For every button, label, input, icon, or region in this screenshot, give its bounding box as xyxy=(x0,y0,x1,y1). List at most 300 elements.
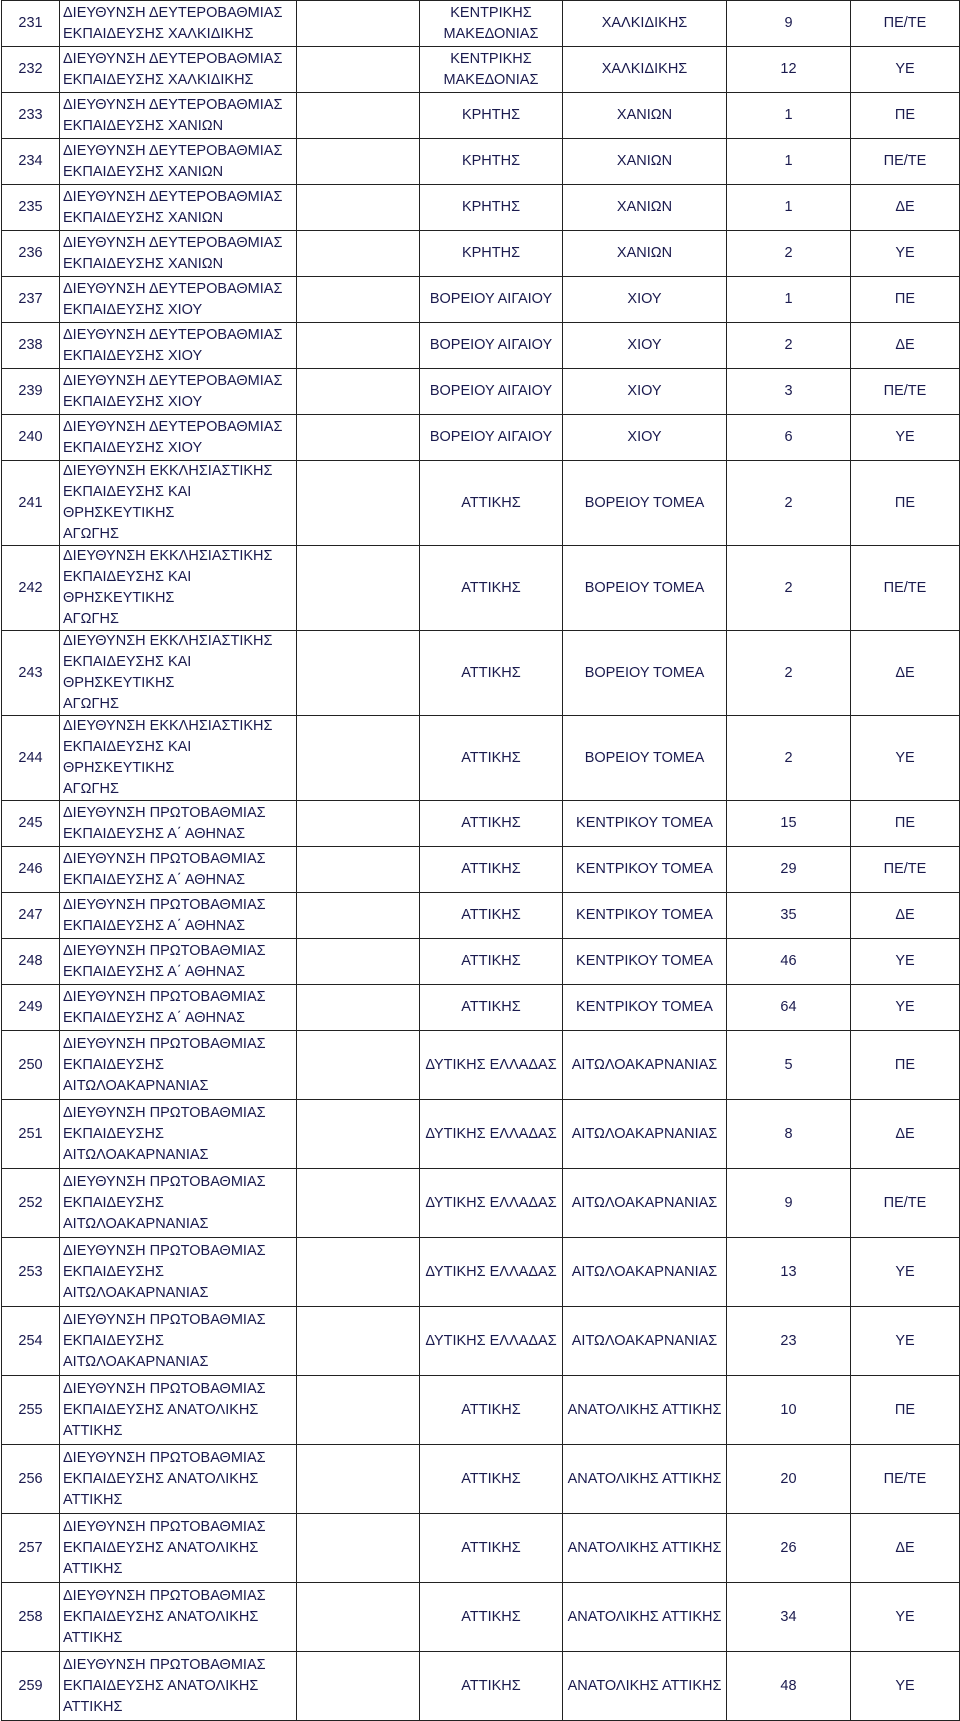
directorate-name-cell xyxy=(60,716,297,801)
empty-cell xyxy=(297,1652,420,1721)
region-cell xyxy=(420,47,563,93)
area-cell: ΒΟΡΕΙΟΥ ΤΟΜΕΑ xyxy=(563,546,727,631)
directorate-name-line: ΕΚΠΑΙΔΕΥΣΗΣ ΧΙΟΥ xyxy=(63,301,203,318)
positions-count-cell: 9 xyxy=(727,1,851,47)
region-line: ΚΡΗΤΗΣ xyxy=(461,199,521,215)
table-row xyxy=(2,1445,960,1514)
directorate-name-line: ΕΚΠΑΙΔΕΥΣΗΣ ΧΑΛΚΙΔΙΚΗΣ xyxy=(63,71,254,88)
table-row xyxy=(2,1376,960,1445)
table-row xyxy=(2,939,960,985)
positions-table xyxy=(1,0,960,1721)
region-cell xyxy=(420,1307,563,1376)
directorate-name-cell xyxy=(60,546,297,631)
empty-cell xyxy=(297,716,420,801)
table-row xyxy=(2,1100,960,1169)
table-row xyxy=(2,716,960,801)
directorate-name-line: ΕΚΠΑΙΔΕΥΣΗΣ xyxy=(63,1056,164,1073)
region-cell xyxy=(420,716,563,801)
positions-count-cell: 64 xyxy=(727,985,851,1031)
empty-cell xyxy=(297,985,420,1031)
directorate-name-line: ΕΚΠΑΙΔΕΥΣΗΣ ΑΝΑΤΟΛΙΚΗΣ xyxy=(63,1608,259,1625)
region-line: ΑΤΤΙΚΗΣ xyxy=(461,953,521,969)
region-line: ΔΥΤΙΚΗΣ ΕΛΛΑΔΑΣ xyxy=(425,1056,557,1073)
directorate-name-line: ΔΙΕΥΘΥΝΣΗ ΠΡΩΤΟΒΑΘΜΙΑΣ xyxy=(63,1656,266,1673)
region-cell xyxy=(420,631,563,716)
region-line: ΒΟΡΕΙΟΥ ΑΙΓΑΙΟΥ xyxy=(429,337,553,353)
category-cell: ΠΕ xyxy=(851,277,960,323)
table-row xyxy=(2,985,960,1031)
region-cell xyxy=(420,1514,563,1583)
positions-count-cell: 2 xyxy=(727,323,851,369)
directorate-name-line: ΔΙΕΥΘΥΝΣΗ ΠΡΩΤΟΒΑΘΜΙΑΣ xyxy=(63,1380,266,1397)
directorate-name-line: ΑΤΤΙΚΗΣ xyxy=(63,1491,123,1508)
directorate-name-line: ΔΙΕΥΘΥΝΣΗ ΠΡΩΤΟΒΑΘΜΙΑΣ xyxy=(63,988,266,1005)
row-number-cell: 255 xyxy=(2,1376,60,1445)
directorate-name-cell xyxy=(60,1652,297,1721)
region-line: ΒΟΡΕΙΟΥ ΑΙΓΑΙΟΥ xyxy=(429,291,553,307)
directorate-name-line: ΔΙΕΥΘΥΝΣΗ ΔΕΥΤΕΡΟΒΑΘΜΙΑΣ xyxy=(63,4,283,21)
directorate-name-line: ΔΙΕΥΘΥΝΣΗ ΠΡΩΤΟΒΑΘΜΙΑΣ xyxy=(63,804,266,821)
directorate-name-line: ΕΚΠΑΙΔΕΥΣΗΣ ΚΑΙ ΘΡΗΣΚΕΥΤΙΚΗΣ xyxy=(63,654,192,691)
region-cell xyxy=(420,985,563,1031)
directorate-name-cell xyxy=(60,801,297,847)
region-line: ΚΡΗΤΗΣ xyxy=(461,107,521,123)
positions-count-cell: 13 xyxy=(727,1238,851,1307)
row-number-cell: 254 xyxy=(2,1307,60,1376)
category-cell: ΥΕ xyxy=(851,939,960,985)
table-row xyxy=(2,415,960,461)
positions-count-cell: 2 xyxy=(727,231,851,277)
row-number-cell: 247 xyxy=(2,893,60,939)
row-number-cell: 249 xyxy=(2,985,60,1031)
table-row xyxy=(2,1238,960,1307)
directorate-name-line: ΕΚΠΑΙΔΕΥΣΗΣ Α΄ ΑΘΗΝΑΣ xyxy=(63,963,246,980)
region-line: ΑΤΤΙΚΗΣ xyxy=(461,494,521,511)
table-body xyxy=(2,1,960,1721)
directorate-name-cell xyxy=(60,631,297,716)
table-row xyxy=(2,277,960,323)
table-row xyxy=(2,1652,960,1721)
directorate-name-cell xyxy=(60,185,297,231)
directorate-name-cell xyxy=(60,277,297,323)
category-cell: ΠΕ xyxy=(851,461,960,546)
region-cell xyxy=(420,1031,563,1100)
row-number-cell: 234 xyxy=(2,139,60,185)
empty-cell xyxy=(297,1169,420,1238)
directorate-name-cell xyxy=(60,939,297,985)
directorate-name-line: ΕΚΠΑΙΔΕΥΣΗΣ ΚΑΙ ΘΡΗΣΚΕΥΤΙΚΗΣ xyxy=(63,739,192,776)
directorate-name-cell xyxy=(60,985,297,1031)
directorate-name-cell xyxy=(60,1100,297,1169)
row-number-cell: 259 xyxy=(2,1652,60,1721)
directorate-name-cell xyxy=(60,231,297,277)
category-cell: ΠΕ xyxy=(851,1031,960,1100)
directorate-name-line: ΔΙΕΥΘΥΝΣΗ ΠΡΩΤΟΒΑΘΜΙΑΣ xyxy=(63,896,266,913)
region-line: ΒΟΡΕΙΟΥ ΑΙΓΑΙΟΥ xyxy=(429,383,553,399)
row-number-cell: 256 xyxy=(2,1445,60,1514)
directorate-name-cell xyxy=(60,1031,297,1100)
category-cell: ΠΕ/ΤΕ xyxy=(851,847,960,893)
positions-count-cell: 8 xyxy=(727,1100,851,1169)
region-line: ΑΤΤΙΚΗΣ xyxy=(461,1539,521,1556)
table-row xyxy=(2,1583,960,1652)
category-cell: ΔΕ xyxy=(851,323,960,369)
directorate-name-cell xyxy=(60,1514,297,1583)
positions-count-cell: 1 xyxy=(727,277,851,323)
directorate-name-line: ΔΙΕΥΘΥΝΣΗ ΔΕΥΤΕΡΟΒΑΘΜΙΑΣ xyxy=(63,50,283,67)
table-row xyxy=(2,801,960,847)
empty-cell xyxy=(297,847,420,893)
region-cell xyxy=(420,415,563,461)
directorate-name-line: ΔΙΕΥΘΥΝΣΗ ΠΡΩΤΟΒΑΘΜΙΑΣ xyxy=(63,1242,266,1259)
category-cell: ΠΕ/ΤΕ xyxy=(851,1169,960,1238)
category-cell: ΠΕ/ΤΕ xyxy=(851,1445,960,1514)
table-row xyxy=(2,546,960,631)
region-line: ΜΑΚΕΔΟΝΙΑΣ xyxy=(443,25,539,42)
row-number-cell: 235 xyxy=(2,185,60,231)
area-cell: ΑΝΑΤΟΛΙΚΗΣ ΑΤΤΙΚΗΣ xyxy=(563,1376,727,1445)
category-cell: ΥΕ xyxy=(851,985,960,1031)
row-number-cell: 244 xyxy=(2,716,60,801)
category-cell: ΠΕ/ΤΕ xyxy=(851,1,960,47)
directorate-name-line: ΕΚΠΑΙΔΕΥΣΗΣ ΧΙΟΥ xyxy=(63,393,203,410)
region-line: ΑΤΤΙΚΗΣ xyxy=(461,1677,521,1694)
positions-count-cell: 5 xyxy=(727,1031,851,1100)
positions-count-cell: 12 xyxy=(727,47,851,93)
directorate-name-line: ΕΚΠΑΙΔΕΥΣΗΣ xyxy=(63,1194,164,1211)
empty-cell xyxy=(297,461,420,546)
row-number-cell: 233 xyxy=(2,93,60,139)
area-cell: ΧΑΝΙΩΝ xyxy=(563,93,727,139)
directorate-name-cell xyxy=(60,1376,297,1445)
directorate-name-cell xyxy=(60,1,297,47)
region-line: ΚΡΗΤΗΣ xyxy=(461,245,521,261)
region-line: ΔΥΤΙΚΗΣ ΕΛΛΑΔΑΣ xyxy=(425,1332,557,1349)
empty-cell xyxy=(297,1238,420,1307)
directorate-name-line: ΕΚΠΑΙΔΕΥΣΗΣ ΧΑΝΙΩΝ xyxy=(63,163,224,180)
region-cell xyxy=(420,1169,563,1238)
area-cell: ΑΙΤΩΛΟΑΚΑΡΝΑΝΙΑΣ xyxy=(563,1307,727,1376)
region-line: ΚΕΝΤΡΙΚΗΣ xyxy=(450,4,532,21)
area-cell: ΧΙΟΥ xyxy=(563,415,727,461)
row-number-cell: 245 xyxy=(2,801,60,847)
directorate-name-line: ΔΙΕΥΘΥΝΣΗ ΕΚΚΛΗΣΙΑΣΤΙΚΗΣ xyxy=(63,718,273,734)
row-number-cell: 253 xyxy=(2,1238,60,1307)
category-cell: ΔΕ xyxy=(851,1514,960,1583)
positions-count-cell: 15 xyxy=(727,801,851,847)
category-cell: ΥΕ xyxy=(851,415,960,461)
directorate-name-line: ΕΚΠΑΙΔΕΥΣΗΣ Α΄ ΑΘΗΝΑΣ xyxy=(63,871,246,888)
table-row xyxy=(2,631,960,716)
positions-count-cell: 9 xyxy=(727,1169,851,1238)
area-cell: ΧΙΟΥ xyxy=(563,323,727,369)
row-number-cell: 236 xyxy=(2,231,60,277)
directorate-name-line: ΕΚΠΑΙΔΕΥΣΗΣ ΧΙΟΥ xyxy=(63,347,203,364)
row-number-cell: 237 xyxy=(2,277,60,323)
category-cell: ΥΕ xyxy=(851,1652,960,1721)
region-line: ΑΤΤΙΚΗΣ xyxy=(461,1470,521,1487)
directorate-name-line: ΕΚΠΑΙΔΕΥΣΗΣ ΧΑΝΙΩΝ xyxy=(63,209,224,226)
table-row xyxy=(2,1514,960,1583)
table-row xyxy=(2,231,960,277)
row-number-cell: 258 xyxy=(2,1583,60,1652)
category-cell: ΥΕ xyxy=(851,47,960,93)
area-cell: ΧΑΛΚΙΔΙΚΗΣ xyxy=(563,47,727,93)
region-cell xyxy=(420,323,563,369)
directorate-name-line: ΔΙΕΥΘΥΝΣΗ ΠΡΩΤΟΒΑΘΜΙΑΣ xyxy=(63,942,266,959)
directorate-name-cell xyxy=(60,893,297,939)
directorate-name-line: ΔΙΕΥΘΥΝΣΗ ΔΕΥΤΕΡΟΒΑΘΜΙΑΣ xyxy=(63,372,283,389)
category-cell: ΥΕ xyxy=(851,231,960,277)
directorate-name-line: ΔΙΕΥΘΥΝΣΗ ΕΚΚΛΗΣΙΑΣΤΙΚΗΣ xyxy=(63,463,273,479)
empty-cell xyxy=(297,369,420,415)
region-line: ΑΤΤΙΚΗΣ xyxy=(461,664,521,681)
empty-cell xyxy=(297,939,420,985)
empty-cell xyxy=(297,1,420,47)
empty-cell xyxy=(297,231,420,277)
region-cell xyxy=(420,461,563,546)
row-number-cell: 257 xyxy=(2,1514,60,1583)
area-cell: ΑΙΤΩΛΟΑΚΑΡΝΑΝΙΑΣ xyxy=(563,1238,727,1307)
positions-count-cell: 20 xyxy=(727,1445,851,1514)
directorate-name-line: ΕΚΠΑΙΔΕΥΣΗΣ ΧΑΛΚΙΔΙΚΗΣ xyxy=(63,25,254,42)
table-row xyxy=(2,185,960,231)
region-cell xyxy=(420,1100,563,1169)
area-cell: ΑΝΑΤΟΛΙΚΗΣ ΑΤΤΙΚΗΣ xyxy=(563,1514,727,1583)
directorate-name-line: ΕΚΠΑΙΔΕΥΣΗΣ Α΄ ΑΘΗΝΑΣ xyxy=(63,917,246,934)
table-row xyxy=(2,1307,960,1376)
row-number-cell: 238 xyxy=(2,323,60,369)
region-line: ΑΤΤΙΚΗΣ xyxy=(461,749,521,766)
region-cell xyxy=(420,546,563,631)
table-row xyxy=(2,893,960,939)
directorate-name-line: ΕΚΠΑΙΔΕΥΣΗΣ ΑΝΑΤΟΛΙΚΗΣ xyxy=(63,1470,259,1487)
row-number-cell: 248 xyxy=(2,939,60,985)
directorate-name-cell xyxy=(60,139,297,185)
directorate-name-line: ΕΚΠΑΙΔΕΥΣΗΣ ΚΑΙ ΘΡΗΣΚΕΥΤΙΚΗΣ xyxy=(63,569,192,606)
category-cell: ΥΕ xyxy=(851,716,960,801)
directorate-name-line: ΔΙΕΥΘΥΝΣΗ ΠΡΩΤΟΒΑΘΜΙΑΣ xyxy=(63,1311,266,1328)
category-cell: ΠΕ xyxy=(851,93,960,139)
region-cell xyxy=(420,1652,563,1721)
directorate-name-line: ΔΙΕΥΘΥΝΣΗ ΕΚΚΛΗΣΙΑΣΤΙΚΗΣ xyxy=(63,548,273,564)
row-number-cell: 251 xyxy=(2,1100,60,1169)
region-line: ΔΥΤΙΚΗΣ ΕΛΛΑΔΑΣ xyxy=(425,1125,557,1142)
area-cell: ΧΑΝΙΩΝ xyxy=(563,231,727,277)
empty-cell xyxy=(297,415,420,461)
region-cell xyxy=(420,939,563,985)
region-line: ΑΤΤΙΚΗΣ xyxy=(461,861,521,877)
directorate-name-line: ΑΤΤΙΚΗΣ xyxy=(63,1629,123,1646)
directorate-name-line: ΑΓΩΓΗΣ xyxy=(63,526,119,542)
directorate-name-line: ΑΤΤΙΚΗΣ xyxy=(63,1560,123,1577)
area-cell: ΧΙΟΥ xyxy=(563,277,727,323)
area-cell: ΚΕΝΤΡΙΚΟΥ ΤΟΜΕΑ xyxy=(563,939,727,985)
region-cell xyxy=(420,1238,563,1307)
region-cell xyxy=(420,93,563,139)
directorate-name-cell xyxy=(60,1307,297,1376)
region-cell xyxy=(420,1,563,47)
empty-cell xyxy=(297,1514,420,1583)
directorate-name-line: ΑΓΩΓΗΣ xyxy=(63,611,119,627)
region-line: ΑΤΤΙΚΗΣ xyxy=(461,1608,521,1625)
directorate-name-line: ΑΙΤΩΛΟΑΚΑΡΝΑΝΙΑΣ xyxy=(63,1146,209,1163)
region-line: ΔΥΤΙΚΗΣ ΕΛΛΑΔΑΣ xyxy=(425,1263,557,1280)
region-cell xyxy=(420,277,563,323)
positions-count-cell: 35 xyxy=(727,893,851,939)
positions-count-cell: 1 xyxy=(727,185,851,231)
region-cell xyxy=(420,847,563,893)
directorate-name-line: ΕΚΠΑΙΔΕΥΣΗΣ xyxy=(63,1332,164,1349)
category-cell: ΠΕ/ΤΕ xyxy=(851,369,960,415)
directorate-name-line: ΑΙΤΩΛΟΑΚΑΡΝΑΝΙΑΣ xyxy=(63,1353,209,1370)
table-row xyxy=(2,461,960,546)
region-line: ΑΤΤΙΚΗΣ xyxy=(461,999,521,1015)
table-row xyxy=(2,847,960,893)
positions-count-cell: 3 xyxy=(727,369,851,415)
region-cell xyxy=(420,369,563,415)
positions-count-cell: 23 xyxy=(727,1307,851,1376)
positions-count-cell: 34 xyxy=(727,1583,851,1652)
directorate-name-line: ΕΚΠΑΙΔΕΥΣΗΣ ΑΝΑΤΟΛΙΚΗΣ xyxy=(63,1401,259,1418)
positions-count-cell: 6 xyxy=(727,415,851,461)
directorate-name-line: ΔΙΕΥΘΥΝΣΗ ΔΕΥΤΕΡΟΒΑΘΜΙΑΣ xyxy=(63,188,283,205)
directorate-name-line: ΔΙΕΥΘΥΝΣΗ ΠΡΩΤΟΒΑΘΜΙΑΣ xyxy=(63,1104,266,1121)
directorate-name-line: ΑΙΤΩΛΟΑΚΑΡΝΑΝΙΑΣ xyxy=(63,1077,209,1094)
directorate-name-line: ΔΙΕΥΘΥΝΣΗ ΕΚΚΛΗΣΙΑΣΤΙΚΗΣ xyxy=(63,633,273,649)
directorate-name-line: ΔΙΕΥΘΥΝΣΗ ΔΕΥΤΕΡΟΒΑΘΜΙΑΣ xyxy=(63,326,283,343)
directorate-name-line: ΔΙΕΥΘΥΝΣΗ ΔΕΥΤΕΡΟΒΑΘΜΙΑΣ xyxy=(63,142,283,159)
empty-cell xyxy=(297,47,420,93)
directorate-name-line: ΑΓΩΓΗΣ xyxy=(63,696,119,712)
row-number-cell: 246 xyxy=(2,847,60,893)
empty-cell xyxy=(297,277,420,323)
positions-count-cell: 10 xyxy=(727,1376,851,1445)
directorate-name-line: ΑΙΤΩΛΟΑΚΑΡΝΑΝΙΑΣ xyxy=(63,1284,209,1301)
region-cell xyxy=(420,801,563,847)
directorate-name-line: ΔΙΕΥΘΥΝΣΗ ΠΡΩΤΟΒΑΘΜΙΑΣ xyxy=(63,850,266,867)
directorate-name-line: ΕΚΠΑΙΔΕΥΣΗΣ Α΄ ΑΘΗΝΑΣ xyxy=(63,825,246,842)
region-cell xyxy=(420,1583,563,1652)
empty-cell xyxy=(297,1031,420,1100)
directorate-name-line: ΕΚΠΑΙΔΕΥΣΗΣ xyxy=(63,1125,164,1142)
directorate-name-cell xyxy=(60,1583,297,1652)
category-cell: ΠΕ xyxy=(851,1376,960,1445)
directorate-name-cell xyxy=(60,369,297,415)
positions-count-cell: 2 xyxy=(727,546,851,631)
directorate-name-line: ΕΚΠΑΙΔΕΥΣΗΣ ΧΙΟΥ xyxy=(63,439,203,456)
empty-cell xyxy=(297,323,420,369)
empty-cell xyxy=(297,1376,420,1445)
directorate-name-line: ΕΚΠΑΙΔΕΥΣΗΣ ΚΑΙ ΘΡΗΣΚΕΥΤΙΚΗΣ xyxy=(63,484,192,521)
directorate-name-line: ΔΙΕΥΘΥΝΣΗ ΠΡΩΤΟΒΑΘΜΙΑΣ xyxy=(63,1449,266,1466)
directorate-name-line: ΕΚΠΑΙΔΕΥΣΗΣ Α΄ ΑΘΗΝΑΣ xyxy=(63,1009,246,1026)
category-cell: ΔΕ xyxy=(851,893,960,939)
row-number-cell: 252 xyxy=(2,1169,60,1238)
region-cell xyxy=(420,185,563,231)
area-cell: ΑΝΑΤΟΛΙΚΗΣ ΑΤΤΙΚΗΣ xyxy=(563,1445,727,1514)
positions-count-cell: 2 xyxy=(727,716,851,801)
directorate-name-line: ΕΚΠΑΙΔΕΥΣΗΣ ΧΑΝΙΩΝ xyxy=(63,117,224,134)
area-cell: ΑΝΑΤΟΛΙΚΗΣ ΑΤΤΙΚΗΣ xyxy=(563,1583,727,1652)
region-line: ΑΤΤΙΚΗΣ xyxy=(461,579,521,596)
area-cell: ΧΙΟΥ xyxy=(563,369,727,415)
directorate-name-line: ΕΚΠΑΙΔΕΥΣΗΣ ΑΝΑΤΟΛΙΚΗΣ xyxy=(63,1539,259,1556)
category-cell: ΥΕ xyxy=(851,1307,960,1376)
table-row xyxy=(2,47,960,93)
directorate-name-line: ΔΙΕΥΘΥΝΣΗ ΔΕΥΤΕΡΟΒΑΘΜΙΑΣ xyxy=(63,280,283,297)
positions-count-cell: 2 xyxy=(727,461,851,546)
region-cell xyxy=(420,139,563,185)
region-line: ΔΥΤΙΚΗΣ ΕΛΛΑΔΑΣ xyxy=(425,1194,557,1211)
table-row xyxy=(2,1031,960,1100)
category-cell: ΥΕ xyxy=(851,1238,960,1307)
region-line: ΑΤΤΙΚΗΣ xyxy=(461,907,521,923)
region-line: ΜΑΚΕΔΟΝΙΑΣ xyxy=(443,71,539,88)
directorate-name-line: ΔΙΕΥΘΥΝΣΗ ΔΕΥΤΕΡΟΒΑΘΜΙΑΣ xyxy=(63,234,283,251)
directorate-name-line: ΑΙΤΩΛΟΑΚΑΡΝΑΝΙΑΣ xyxy=(63,1215,209,1232)
area-cell: ΑΝΑΤΟΛΙΚΗΣ ΑΤΤΙΚΗΣ xyxy=(563,1652,727,1721)
positions-count-cell: 26 xyxy=(727,1514,851,1583)
positions-count-cell: 1 xyxy=(727,93,851,139)
area-cell: ΚΕΝΤΡΙΚΟΥ ΤΟΜΕΑ xyxy=(563,985,727,1031)
region-line: ΑΤΤΙΚΗΣ xyxy=(461,815,521,831)
empty-cell xyxy=(297,1307,420,1376)
area-cell: ΚΕΝΤΡΙΚΟΥ ΤΟΜΕΑ xyxy=(563,847,727,893)
empty-cell xyxy=(297,1583,420,1652)
region-cell xyxy=(420,1376,563,1445)
region-cell xyxy=(420,893,563,939)
area-cell: ΒΟΡΕΙΟΥ ΤΟΜΕΑ xyxy=(563,716,727,801)
row-number-cell: 243 xyxy=(2,631,60,716)
category-cell: ΠΕ/ΤΕ xyxy=(851,139,960,185)
table-row xyxy=(2,139,960,185)
row-number-cell: 232 xyxy=(2,47,60,93)
directorate-name-line: ΔΙΕΥΘΥΝΣΗ ΠΡΩΤΟΒΑΘΜΙΑΣ xyxy=(63,1173,266,1190)
area-cell: ΑΙΤΩΛΟΑΚΑΡΝΑΝΙΑΣ xyxy=(563,1100,727,1169)
region-line: ΚΡΗΤΗΣ xyxy=(461,153,521,169)
region-cell xyxy=(420,231,563,277)
row-number-cell: 240 xyxy=(2,415,60,461)
positions-count-cell: 2 xyxy=(727,631,851,716)
directorate-name-line: ΔΙΕΥΘΥΝΣΗ ΠΡΩΤΟΒΑΘΜΙΑΣ xyxy=(63,1587,266,1604)
region-line: ΑΤΤΙΚΗΣ xyxy=(461,1401,521,1418)
area-cell: ΑΙΤΩΛΟΑΚΑΡΝΑΝΙΑΣ xyxy=(563,1031,727,1100)
directorate-name-line: ΔΙΕΥΘΥΝΣΗ ΔΕΥΤΕΡΟΒΑΘΜΙΑΣ xyxy=(63,418,283,435)
directorate-name-line: ΕΚΠΑΙΔΕΥΣΗΣ ΧΑΝΙΩΝ xyxy=(63,255,224,272)
row-number-cell: 242 xyxy=(2,546,60,631)
area-cell: ΑΙΤΩΛΟΑΚΑΡΝΑΝΙΑΣ xyxy=(563,1169,727,1238)
category-cell: ΥΕ xyxy=(851,1583,960,1652)
empty-cell xyxy=(297,185,420,231)
positions-count-cell: 48 xyxy=(727,1652,851,1721)
area-cell: ΒΟΡΕΙΟΥ ΤΟΜΕΑ xyxy=(563,461,727,546)
directorate-name-cell xyxy=(60,93,297,139)
empty-cell xyxy=(297,93,420,139)
table-row xyxy=(2,1,960,47)
directorate-name-cell xyxy=(60,47,297,93)
category-cell: ΔΕ xyxy=(851,1100,960,1169)
region-line: ΚΕΝΤΡΙΚΗΣ xyxy=(450,50,532,67)
directorate-name-cell xyxy=(60,1169,297,1238)
directorate-name-cell xyxy=(60,847,297,893)
empty-cell xyxy=(297,893,420,939)
area-cell: ΧΑΝΙΩΝ xyxy=(563,185,727,231)
positions-count-cell: 46 xyxy=(727,939,851,985)
directorate-name-line: ΔΙΕΥΘΥΝΣΗ ΔΕΥΤΕΡΟΒΑΘΜΙΑΣ xyxy=(63,96,283,113)
area-cell: ΚΕΝΤΡΙΚΟΥ ΤΟΜΕΑ xyxy=(563,893,727,939)
positions-count-cell: 1 xyxy=(727,139,851,185)
